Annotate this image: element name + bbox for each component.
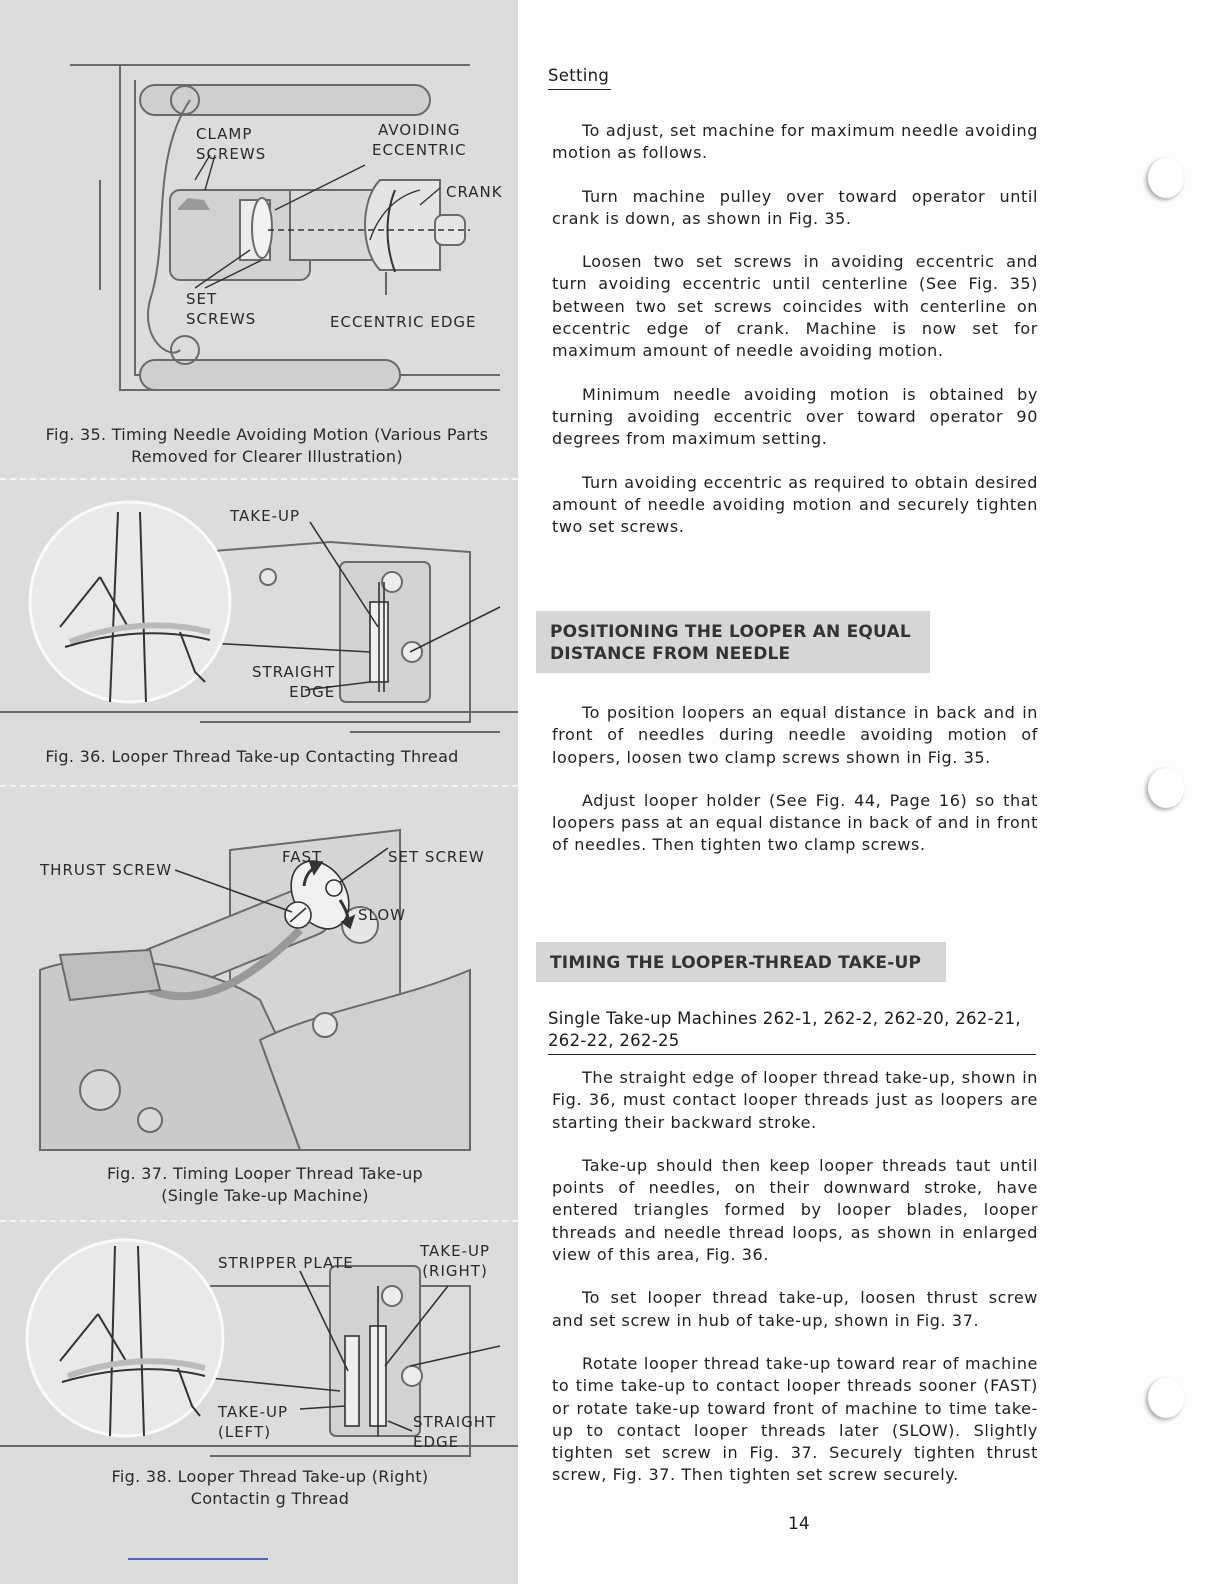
timing-text [552, 1067, 1038, 1487]
fig38-caption: Fig. 38. Looper Thread Take-up (Right) Contactin g Thread [111, 1467, 429, 1508]
divider [0, 785, 518, 787]
callout-set-screws: SET SCREWS [186, 290, 257, 328]
callout-take-up-left: TAKE-UP (LEFT) [218, 1403, 289, 1441]
callout-straight-edge-36: STRAIGHT EDGE [252, 663, 336, 701]
setting-heading: Setting [548, 66, 611, 90]
callout-crank: CRANK [446, 183, 503, 201]
paragraph: The straight edge of looper thread take-up, shown in Fig. 36, must contact looper threads just as loopers are starting their backward stroke. [552, 1068, 1038, 1132]
paragraph: Adjust looper holder (See Fig. 44, Page 16) so that loopers pass at an equal distance in back of and in front of needles. Then tighten two clamp screws. [552, 790, 1038, 855]
paragraph: Turn avoiding eccentric as required to obtain desired amount of needle avoiding motion and securely tighten two set screws. [552, 472, 1038, 537]
callout-take-up: TAKE-UP [230, 507, 301, 525]
callout-eccentric-edge: ECCENTRIC EDGE [330, 313, 477, 331]
callout-thrust-screw: THRUST SCREW [40, 861, 173, 879]
divider [0, 1220, 518, 1222]
page-number: 14 [788, 1514, 810, 1534]
callout-set-screw: SET SCREW [388, 848, 485, 866]
callout-stripper-plate: STRIPPER PLATE [218, 1254, 354, 1272]
callout-clamp-screws: CLAMP SCREWS [196, 125, 267, 163]
positioning-heading: POSITIONING THE LOOPER AN EQUAL DISTANCE FROM NEEDLE [536, 611, 930, 673]
binder-hole [1148, 768, 1184, 808]
divider [0, 478, 518, 480]
callout-avoiding-eccentric: AVOIDING ECCENTRIC [372, 121, 467, 159]
fig37-illustration [0, 790, 518, 1155]
fig35-caption: Fig. 35. Timing Needle Avoiding Motion (Various Parts Removed for Clearer Illustration) [45, 425, 489, 466]
callout-straight-edge-38: STRAIGHT EDGE [413, 1413, 497, 1451]
fig35-illustration [0, 40, 518, 420]
callout-slow: SLOW [358, 906, 406, 924]
positioning-text [552, 702, 1038, 857]
paragraph: To adjust, set machine for maximum needle avoiding motion as follows. [552, 121, 1038, 163]
callout-fast: FAST [282, 848, 323, 866]
paragraph: Take-up should then keep looper threads taut until points of needles, on their downward stroke, have entered triangles formed by looper blades, looper threads and needle thread loops, as shown in enlarged view of this area, Fig. 36. [552, 1155, 1038, 1265]
binder-hole [1148, 158, 1184, 198]
timing-heading: TIMING THE LOOPER-THREAD TAKE-UP [536, 942, 946, 982]
callout-take-up-right: TAKE-UP (RIGHT) [420, 1242, 491, 1280]
scan-artifact-line [128, 1558, 268, 1560]
illustration-column [0, 0, 518, 1584]
paragraph: To position loopers an equal distance in back and in front of needles during needle avoiding motion of loopers, loosen two clamp screws shown in Fig. 35. [552, 703, 1038, 767]
binder-hole [1148, 1378, 1184, 1418]
paragraph: Rotate looper thread take-up toward rear of machine to time take-up to contact looper threads sooner (FAST) or rotate take-up toward front of machine to time take-up to contact looper threads later (SLOW). Slightly tighten set screw in Fig. 37. Securely tighten thrust screw, Fig. 37. Then tighten set screw securely. [552, 1353, 1038, 1485]
paragraph: Minimum needle avoiding motion is obtained by turning avoiding eccentric over toward operator 90 degrees from maximum setting. [552, 384, 1038, 449]
setting-text [552, 120, 1038, 538]
fig37-caption: Fig. 37. Timing Looper Thread Take-up (Single Take-up Machine) [106, 1164, 424, 1205]
text-column [518, 0, 1224, 1584]
paragraph: Turn machine pulley over toward operator until crank is down, as shown in Fig. 35. [552, 186, 1038, 228]
paragraph: Loosen two set screws in avoiding eccentric and turn avoiding eccentric until centerline (See Fig. 35) between two set screws coincides with centerline on eccentric edge of crank. Machine is now set for maximum amount of needle avoiding motion. [552, 252, 1038, 361]
paragraph: To set looper thread take-up, loosen thrust screw and set screw in hub of take-up, shown in Fig. 37. [552, 1288, 1038, 1330]
single-takeup-heading: Single Take-up Machines 262-1, 262-2, 262-20, 262-21, 262-22, 262-25 [548, 1008, 1036, 1055]
fig36-caption: Fig. 36. Looper Thread Take-up Contacting Thread [45, 747, 459, 766]
